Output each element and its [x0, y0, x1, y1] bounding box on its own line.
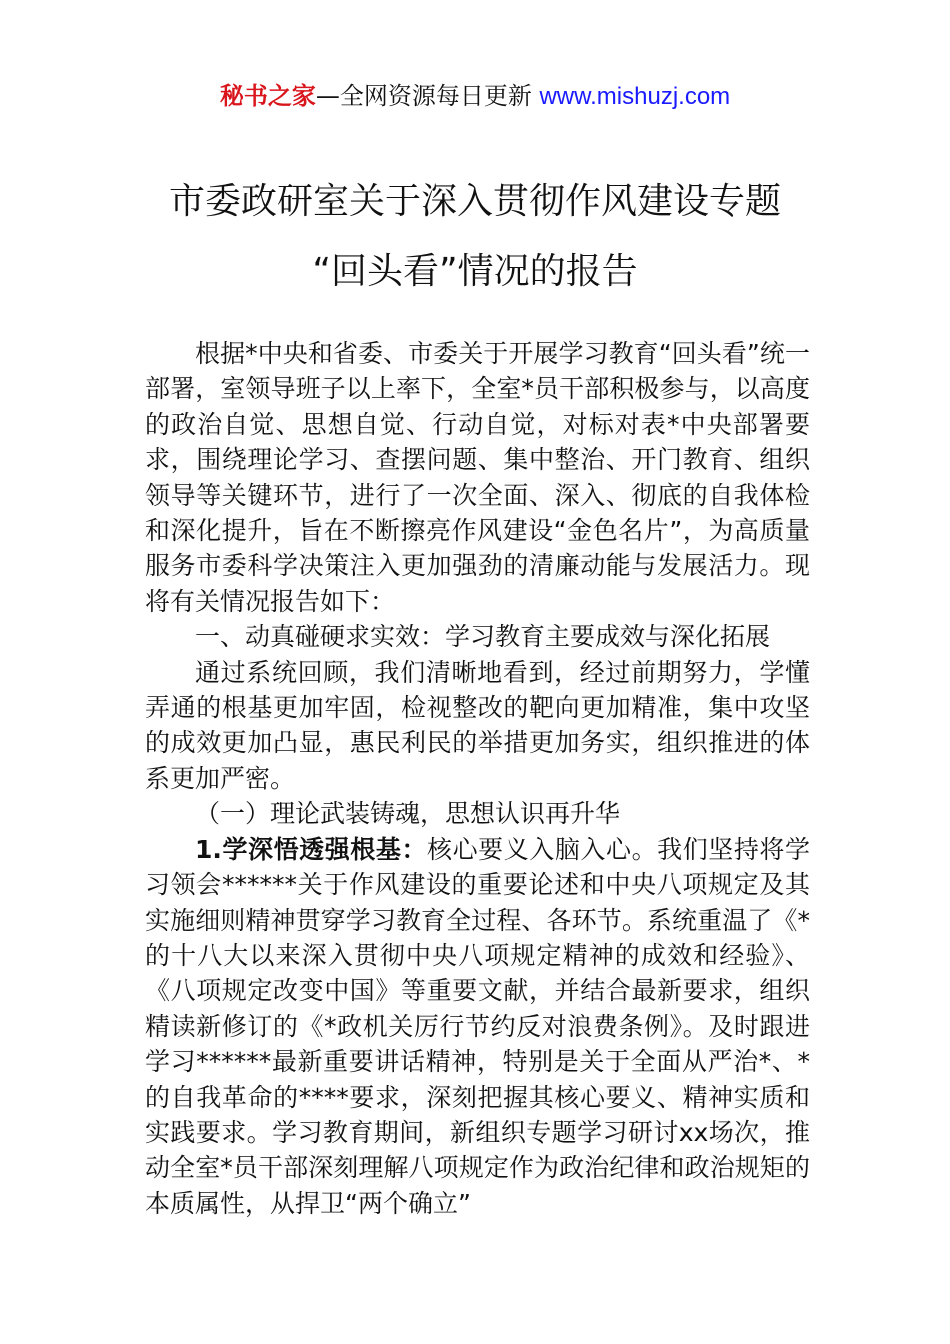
item-paragraph-1 — [145, 832, 810, 1221]
subsection-heading-1: （一）理论武装铸魂，思想认识再升华 — [195, 799, 621, 829]
brand-name: 秘书之家 — [219, 82, 316, 110]
section-heading-1: 一、动真碰硬求实效：学习教育主要成效与深化拓展 — [195, 622, 771, 652]
site-url-link[interactable]: www.mishuzj.com — [539, 83, 731, 110]
document-title-line-1: 市委政研室关于深入贯彻作风建设专题 — [168, 181, 781, 222]
intro-paragraph: 根据*中央和省委、市委关于开展学习教育“回头看”统一部署，室领导班子以上率下，全室*员干部积极参与，以高度的政治自觉、思想自觉、行动自觉，对标对表*中央部署要求，围绕理论学习、查摆问题、集中整治、开门教育、组织领导等关键环节，进行了一次全面、深入、彻底的自我体检和深化提升，旨在不断擦亮作风建设“金色名片”，为高质量服务市委科学决策注入更加强劲的清廉动能与发展活力。现将有关情况报告如下： — [145, 339, 810, 616]
document-title-line-2: “回头看”情况的报告 — [312, 251, 638, 292]
item-lead-1: 1.学深悟透强根基： — [195, 834, 428, 864]
document-body — [145, 336, 810, 1221]
site-header — [0, 80, 950, 113]
summary-paragraph: 通过系统回顾，我们清晰地看到，经过前期努力，学懂弄通的根基更加牢固，检视整改的靶向更加精准，集中攻坚的成效更加凸显，惠民利民的举措更加务实，组织推进的体系更加严密。 — [145, 657, 810, 793]
item-body-1: 核心要义入脑入心。我们坚持将学习领会******关于作风建设的重要论述和中央八项规定及其实施细则精神贯穿学习教育全过程、各环节。系统重温了《*的十八大以来深入贯彻中央八项规定精神的成效和经验》、《八项规定改变中国》等重要文献，并结合最新要求，组织精读新修订的《*政机关厉行节约反对浪费条例》。及时跟进学习******最新重要讲话精神，特别是关于全面从严治*、*的自我革命的****要求，深刻把握其核心要义、精神实质和实践要求。学习教育期间，新组织专题学习研讨xx场次，推动全室*员干部深刻理解八项规定作为政治纪律和政治规矩的本质属性，从捍卫“两个确立” — [145, 834, 810, 1218]
header-tagline: —全网资源每日更新 — [315, 82, 540, 110]
